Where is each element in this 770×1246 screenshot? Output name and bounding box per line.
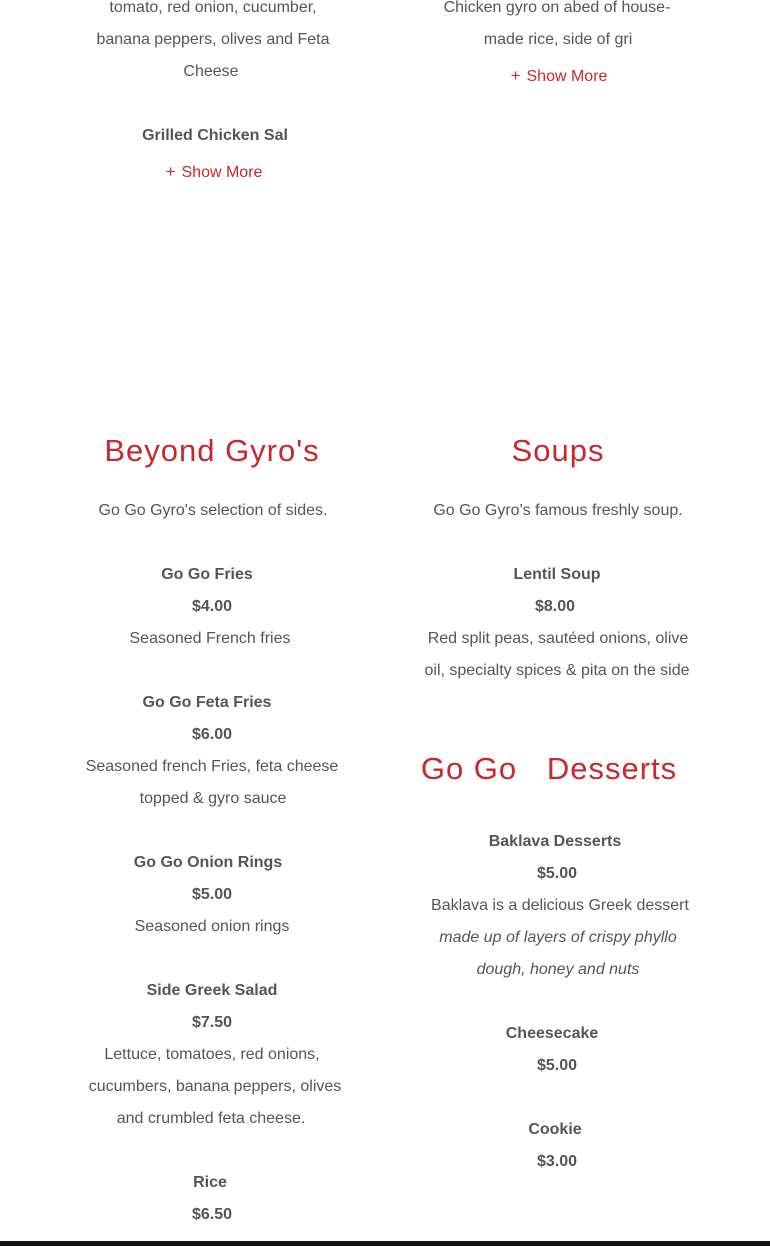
item-description-line: Seasoned onion rings <box>134 918 290 935</box>
item-description-line: oil, specialty spices & pita on the side <box>424 662 690 679</box>
show-more-label: Show More <box>181 164 263 181</box>
item-name: Lentil Soup <box>513 566 601 583</box>
item-price: $5.00 <box>191 886 233 903</box>
item-price: $6.00 <box>191 726 233 743</box>
item-description-line: dough, honey and nuts <box>476 961 640 978</box>
show-more-label: Show More <box>526 68 608 85</box>
item-description-line: tomato, red onion, cucumber, <box>109 0 317 16</box>
item-price: $7.50 <box>191 1014 233 1031</box>
item-price: $4.00 <box>191 598 233 615</box>
section-title-beyond-gyros: Beyond Gyro's <box>104 433 320 468</box>
item-description-line: Baklava is a delicious Greek dessert <box>431 897 689 914</box>
item-description-line: and crumbled feta cheese. <box>116 1110 306 1127</box>
item-description-line: cucumbers, banana peppers, olives <box>88 1078 342 1095</box>
item-price: $3.00 <box>536 1153 578 1170</box>
section-subtitle: Go Go Gyro's selection of sides. <box>98 502 328 519</box>
item-description-line: Chicken gyro on abed of house- <box>443 0 671 16</box>
item-price: $5.00 <box>536 865 578 882</box>
item-name: Go Go Feta Fries <box>142 694 272 711</box>
item-price: $5.00 <box>536 1057 578 1074</box>
item-name: Go Go Fries <box>161 566 253 583</box>
item-description-line: made up of layers of crispy phyllo <box>439 929 677 946</box>
item-name: Side Greek Salad <box>146 982 278 999</box>
section-title-desserts-part1: Go Go <box>420 751 518 786</box>
show-more-button[interactable] <box>166 162 263 183</box>
item-name: Grilled Chicken Sal <box>142 127 288 144</box>
section-title-desserts-part2: Desserts <box>546 751 678 786</box>
section-subtitle: Go Go Gyro's famous freshly soup. <box>433 502 683 519</box>
item-description-line: Cheese <box>183 63 239 80</box>
section-title-soups: Soups <box>511 433 605 468</box>
item-description-line: Red split peas, sautéed onions, olive <box>427 630 689 647</box>
item-description-line: made rice, side of gri <box>483 31 633 48</box>
item-description-line: banana peppers, olives and Feta <box>96 31 330 48</box>
item-price: $8.00 <box>534 598 576 615</box>
item-description-line: Seasoned French fries <box>129 630 291 647</box>
plus-icon: + <box>165 162 176 181</box>
item-name: Cookie <box>528 1121 582 1138</box>
show-more-button[interactable] <box>511 66 608 87</box>
bottom-bar <box>0 1241 770 1246</box>
item-name: Rice <box>193 1174 227 1191</box>
item-name: Go Go Onion Rings <box>133 854 283 871</box>
item-price: $6.50 <box>191 1206 233 1223</box>
plus-icon: + <box>510 66 521 85</box>
item-description-line: Lettuce, tomatoes, red onions, <box>104 1046 320 1063</box>
item-description-line: topped & gyro sauce <box>139 790 287 807</box>
item-name: Cheesecake <box>505 1025 599 1042</box>
item-description-line: Seasoned french Fries, feta cheese <box>85 758 339 775</box>
item-name: Baklava Desserts <box>488 833 622 850</box>
